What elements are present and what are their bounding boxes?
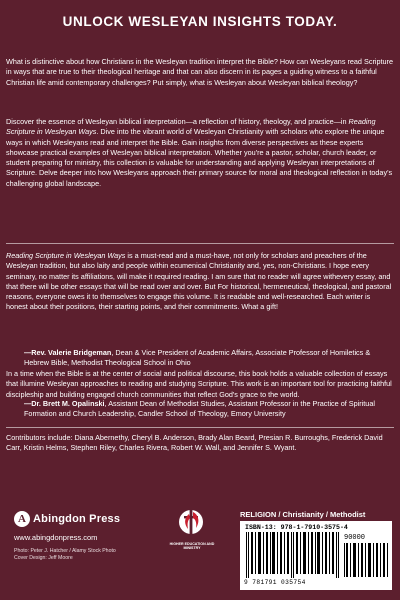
endorsement-2-text: In a time when the Bible is at the center of social and political discourse, this book holds a valuable collection of essays that illumine Wesleyan approaches to reading and studying Scripture. This work is an important tool for practicing faithful discipleship and building engaged church communities that reflect God's grace to the world.	[6, 369, 392, 399]
endorsement-1-text: is a must-read and a must-have, not only for scholars and preachers of the Wesleyan tradition, but also laity and people within ecumenical Christianity and, yes, non-Christians. I hope every seminary, no matter its affiliations, will make it required reading. I am sure that no reader will agree withevery essay, and that there will be other essays that will be read over and over. But For historical, hermeneutical, theological, and pastoral reasons, everyone owes it to themselves to engage this volume. It is readable and well-researched. Each writer is honest about their positions, their starting points, and their commitments. What a gift!	[6, 251, 392, 312]
divider	[6, 427, 394, 428]
endorsement-2	[6, 369, 394, 400]
publisher-url: www.abingdonpress.com	[14, 533, 98, 542]
endorsement-1	[6, 251, 394, 313]
endorser-1-name: —Rev. Valerie Bridgeman	[24, 348, 112, 357]
intro-paragraph-2	[6, 117, 394, 189]
intro-paragraph-1	[6, 57, 394, 88]
publisher-block	[14, 511, 174, 562]
publisher-logo	[14, 511, 174, 527]
book-title-inline: Reading Scripture in Wesleyan Ways	[6, 117, 376, 137]
endorsement-2-attribution	[24, 399, 394, 420]
endorsement-1-attribution	[24, 348, 394, 369]
barcode-number: 9 781791 035754	[244, 579, 306, 586]
cross-and-flame-icon	[178, 506, 204, 540]
endorser-2-role: , Assistant Dean of Methodist Studies, Assistant Professor in the Practice of Spiritual Formation and Church Leadership, Candler School of Theology, Emory University	[24, 399, 375, 419]
design-credit: Cover Design: Jeff Moore	[14, 555, 73, 561]
endorser-1-role: , Dean & Vice President of Academic Affairs, Associate Professor of Homiletics & Hebrew Bible, Methodist Theological School in Ohio	[24, 348, 371, 368]
endorser-2-name: —Dr. Brett M. Opalinski	[24, 399, 105, 408]
contributors-list	[6, 433, 394, 454]
bisac-category: RELIGION / Christianity / Methodist	[240, 510, 366, 519]
emblem-caption: HIGHER EDUCATION AND MINISTRY	[169, 542, 215, 551]
abingdon-logo-icon: A	[14, 511, 30, 527]
publisher-name: Abingdon Press	[33, 513, 121, 525]
contributors-text: Contributors include: Diana Abernethy, Cheryl B. Anderson, Brady Alan Beard, Presian R. Burroughs, Frederick David Carr, Kristin Helms, Stephen Riley, Charles Rivera, Robert W. Wall, and Jennifer S. Wyant.	[6, 433, 383, 453]
isbn-barcode-icon	[246, 532, 340, 578]
price-barcode-icon	[344, 543, 388, 577]
endorsement-1-book-title: Reading Scripture in Wesleyan Ways	[6, 251, 126, 260]
price-code: 90000	[344, 534, 366, 542]
photo-credit: Photo: Peter J. Hatcher / Alamy Stock Photo	[14, 548, 116, 554]
headline: UNLOCK WESLEYAN INSIGHTS TODAY.	[62, 14, 338, 29]
credits	[14, 548, 174, 562]
intro-lead: Discover the essence of Wesleyan biblical interpretation—a reflection of history, theology, and practice—in	[6, 117, 349, 126]
intro-rest: . Dive into the vibrant world of Wesleyan Christianity with scholars who explore the unique ways in which Wesleyans read and interpret the Bible. Gain insights from diverse perspectives as these experts showcase practical examples of Wesleyan biblical interpretation. Whether you're a pastor, scholar, church leader, or student preparing for ministry, this collection is valuable for understanding and applying Wesleyan interpretations of Scripture. Delve deeper into how Wesleyans approach their primary source for moral and theological reflection in today's challenging global landscape.	[6, 127, 393, 188]
divider	[6, 243, 394, 244]
isbn: ISBN-13: 978-1-7910-3575-4	[245, 524, 348, 531]
intro-paragraph-1-text: What is distinctive about how Christians in the Wesleyan tradition interpret the Bible? How can Wesleyans read Scripture in ways that are true to their theological heritage and that can also discern in its pages a guiding witness to a faithful Christian life amid contemporary challenges? Put simply, what is Wesleyan about Wesleyan biblical theology?	[6, 57, 393, 87]
barcode	[240, 521, 392, 590]
